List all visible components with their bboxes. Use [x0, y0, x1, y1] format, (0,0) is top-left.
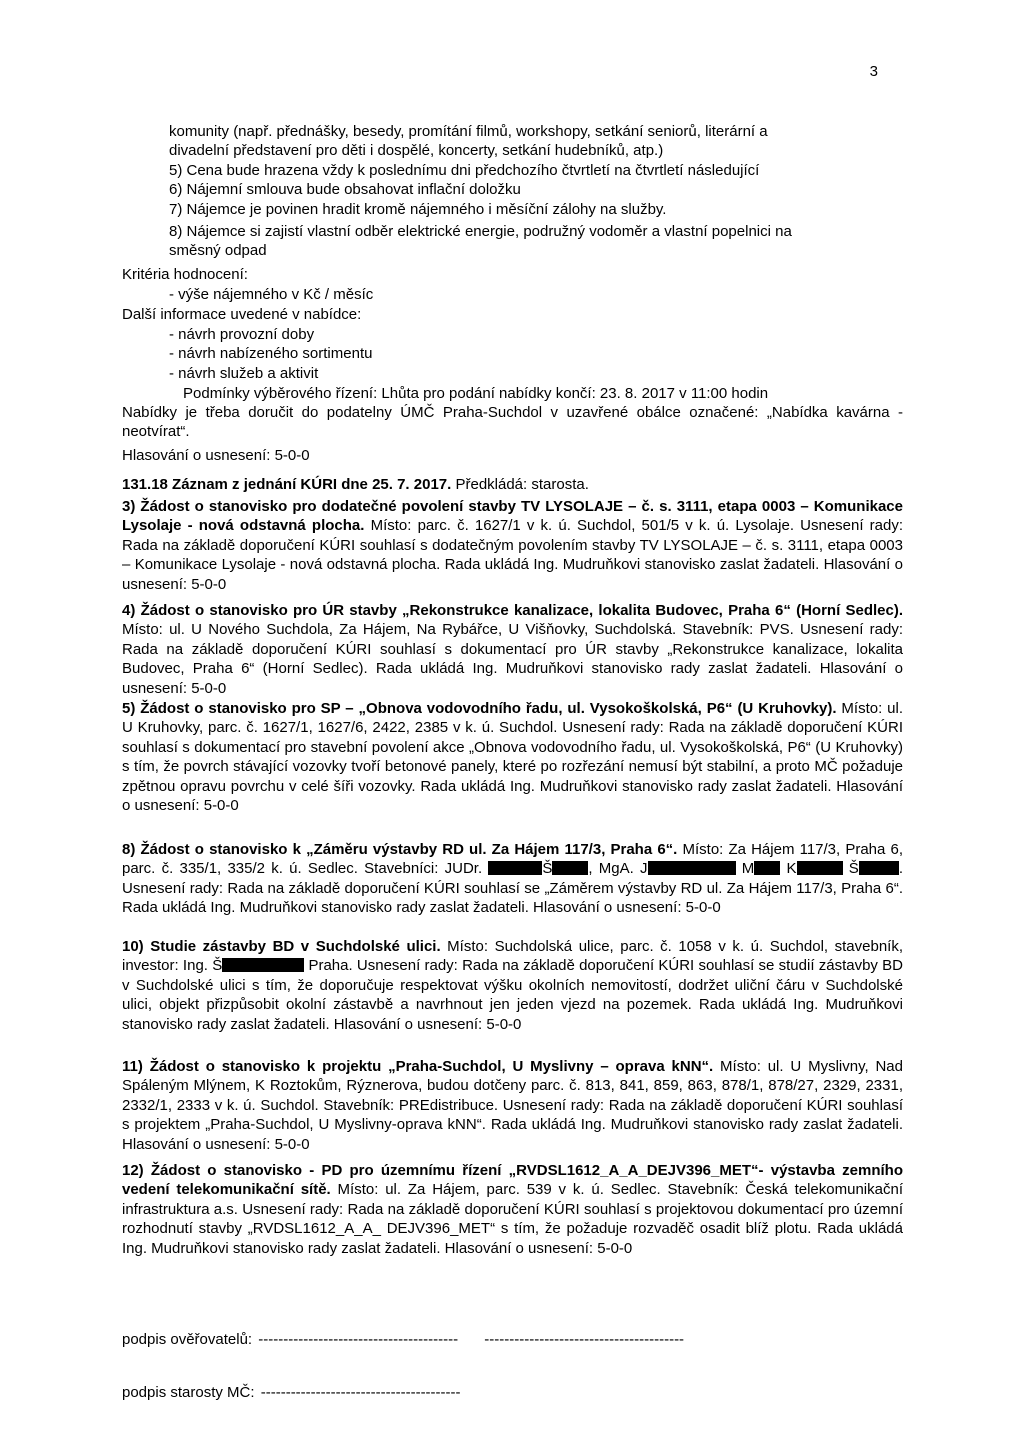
verifiers-signature	[122, 1331, 684, 1348]
section-heading	[122, 475, 903, 494]
item-8	[122, 840, 903, 918]
vote-text: Hlasování o usnesení: 5-0-0	[122, 447, 310, 464]
list-item: 7) Nájemce je povinen hradit kromě nájemného i měsíční zálohy na služby.	[169, 200, 667, 218]
item-3-heading: 3) Žádost o stanovisko pro dodatečné povolení stavby TV LYSOLAJE – č. s. 3111, etapa 0003 – Komunikace Lysolaje - nová odstavná plocha.	[122, 498, 903, 535]
criteria-label: Kritéria hodnocení:	[122, 266, 248, 283]
item-11-body: Místo: ul. U Myslivny, Nad Spáleným Mlýnem, K Roztokům, Rýznerova, budou dotčeny parc. č. 813, 841, 859, 863, 878/1, 878/27, 2329, 2331, 2332/1, 2333 v k. ú. Suchdol. Stavebník: PREdistribuce. Usnesení rady: Rada na základě doporučení KÚRI souhlasí s projektem „Praha-Suchdol, U Myslivny-oprava kNN“. Rada ukládá Ing. Mudruňkovi stanovisko rady zaslat žadateli. Hlasování o usnesení: 5-0-0	[122, 1058, 903, 1153]
item-5-heading: 5) Žádost o stanovisko pro SP – „Obnova vodovodního řadu, ul. Vysokoškolská, P6“ (U Kruhovky).	[122, 700, 837, 717]
community-line-2: divadelní představení pro děti i dospělé, koncerty, setkání hudebníků, atp.)	[169, 142, 664, 160]
item-11	[122, 1057, 903, 1154]
name-fragment: Š	[842, 860, 859, 878]
item-12-heading: 12) Žádost o stanovisko - PD pro územnímu řízení „RVDSL1612_A_A_DEJV396_MET“- výstavba zemního vedení telekomunikační sítě.	[122, 1162, 903, 1199]
item-8-heading: 8) Žádost o stanovisko k „Záměru výstavby RD ul. Za Hájem 117/3, Praha 6“.	[122, 841, 678, 858]
item-5-body: Místo: ul. U Kruhovky, parc. č. 1627/1, 1627/6, 2422, 2385 v k. ú. Suchdol. Usnesení rady: Rada na základě doporučení KÚRI souhlasí s dokumentací pro stavební povolení akce „Obnova vodovodního řadu, ul. Vysokoškolská, P6“ (U Kruhovky) s tím, že povrch stávající vozovky tvoří betonové panely, které po rozřezání nemusí být stabilní, a proto MČ požaduje zpětnou opravu povrchu v celé šíři vozovky. Rada ukládá Ing. Mudruňkovi stanovisko rady zaslat žadateli. Hlasování o usnesení: 5-0-0	[122, 700, 903, 815]
item-10-body-b: Praha. Usnesení rady: Rada na základě doporučení KÚRI souhlasí se studií zástavby BD v Suchdolské ulici s tím, že doporučuje respektovat výšku okolních nemovitostí, dodržet uliční čáru v Suchdolské ulici, objekt přizpůsobit okolní zástavbě a navrhnout jen jeden vjezd na pozemek. Rada ukládá Ing. Mudruňkovi stanovisko rady zaslat žadateli. Hlasování o usnesení: 5-0-0	[122, 957, 904, 1033]
community-text	[169, 122, 903, 261]
conditions-line: Podmínky výběrového řízení: Lhůta pro podání nabídky končí: 23. 8. 2017 v 11:00 hodin	[183, 385, 769, 402]
item-4-body: Místo: ul. U Nového Suchdola, Za Hájem, Na Rybářce, U Višňovky, Suchdolská. Stavebník: PVS. Usnesení rady: Rada na základě doporučení KÚRI souhlasí s dokumentací pro ÚR stavby „Rekonstrukce kanalizace, lokalita Budovec, Praha 6“ (Horní Sedlec). Rada ukládá Ing. Mudruňkovi stanovisko rady zaslat žadateli. Hlasování o usnesení: 5-0-0	[122, 621, 903, 697]
item-8-body-b: . Usnesení rady: Rada na základě doporučení KÚRI souhlasí se „Záměrem výstavby RD ul. Za Hájem 117/3, Praha 6“. Rada ukládá Ing. Mudruňkovi stanovisko rady zaslat žadateli. Hlasování o usnesení: 5-0-0	[122, 860, 903, 917]
redaction-block	[797, 861, 843, 875]
page-number: 3	[869, 63, 878, 80]
other-info-list	[169, 325, 903, 383]
submission-text: Nabídky je třeba doručit do podatelny ÚMČ Praha-Suchdol v uzavřené obálce označené: „Nabídka kavárna - neotvírat“.	[122, 404, 903, 441]
item-12	[122, 1161, 903, 1258]
item-12-body: Místo: ul. Za Hájem, parc. 539 v k. ú. Sedlec. Stavebník: Česká telekomunikační infrastruktura a.s. Usnesení rady: Rada na základě doporučení KÚRI souhlasí s projektovou dokumentací pro územní rozhodnutí stavby „RVDSL1612_A_A_ DEJV396_MET“ s tím, že požaduje rozvaděč osadit blíž plotu. Rada ukládá Ing. Mudruňkovi stanovisko rady zaslat žadateli. Hlasování o usnesení: 5-0-0	[122, 1181, 903, 1257]
item-5	[122, 699, 903, 815]
item-11-heading: 11) Žádost o stanovisko k projektu „Praha-Suchdol, U Myslivny – oprava kNN“.	[122, 1058, 714, 1075]
redaction-block	[488, 861, 542, 875]
section-title: 131.18 Záznam z jednání KÚRI dne 25. 7. 2017.	[122, 476, 452, 493]
item-4-heading: 4) Žádost o stanovisko pro ÚR stavby „Rekonstrukce kanalizace, lokalita Budovec, Praha 6“ (Horní Sedlec).	[122, 602, 903, 619]
item-10-heading: 10) Studie zástavby BD v Suchdolské ulici.	[122, 938, 441, 955]
signature-line: ----------------------------------------	[258, 1331, 459, 1348]
item-10	[122, 937, 903, 1034]
signature-line: ----------------------------------------	[484, 1331, 685, 1348]
item-4	[122, 601, 903, 698]
list-item: - návrh provozní doby	[169, 326, 315, 343]
other-info-label: Další informace uvedené v nabídce:	[122, 306, 362, 323]
item-3	[122, 497, 903, 594]
list-item: - návrh nabízeného sortimentu	[169, 345, 373, 363]
name-fragment: , MgA. J	[588, 860, 648, 878]
redaction-block	[684, 861, 736, 875]
redaction-block	[222, 958, 304, 972]
item-10-body-a: Místo: Suchdolská ulice, parc. č. 1058 v k. ú. Suchdol, stavebník, investor: Ing.	[122, 938, 903, 975]
section-presenter: Předkládá: starosta.	[451, 476, 589, 493]
list-item: - návrh služeb a aktivit	[169, 364, 319, 382]
mayor-signature	[122, 1384, 461, 1401]
list-item: směsný odpad	[169, 242, 267, 260]
verifiers-label: podpis ověřovatelů:	[122, 1331, 253, 1348]
name-fragment: Š	[542, 860, 553, 878]
name-fragment: M	[735, 860, 755, 878]
name-fragment: Š	[212, 957, 223, 975]
signature-line: ----------------------------------------	[260, 1384, 461, 1401]
name-fragment: K	[780, 860, 797, 878]
redaction-block	[859, 861, 899, 875]
criteria-item: - výše nájemného v Kč / měsíc	[169, 286, 374, 303]
redaction-block	[648, 861, 684, 875]
mayor-label: podpis starosty MČ:	[122, 1384, 255, 1401]
redaction-block	[754, 861, 780, 875]
list-item: 5) Cena bude hrazena vždy k poslednímu dni předchozího čtvrtletí na čtvrtletí následující	[169, 161, 760, 179]
list-item: 6) Nájemní smlouva bude obsahovat inflační doložku	[169, 181, 521, 199]
redaction-block	[552, 861, 588, 875]
community-line-1: komunity (např. přednášky, besedy, promítání filmů, workshopy, setkání seniorů, literární a	[169, 123, 768, 140]
list-item: 8) Nájemce si zajistí vlastní odběr elektrické energie, podružný vodoměr a vlastní popelnici na	[169, 223, 792, 241]
item-3-body: Místo: parc. č. 1627/1 v k. ú. Suchdol, 501/5 v k. ú. Lysolaje. Usnesení rady: Rada na základě doporučení KÚRI souhlasí s dodatečným povolením stavby TV LYSOLAJE – č. s. 3111, etapa 0003 – Komunikace Lysolaje - nová odstavná plocha. Rada ukládá Ing. Mudruňkovi stanovisko zaslat žadateli. Hlasování o usnesení: 5-0-0	[122, 517, 904, 593]
item-8-body-a: Místo: Za Hájem 117/3, Praha 6, parc. č. 335/1, 335/2 k. ú. Sedlec. Stavebníci: JUDr.	[122, 841, 903, 878]
